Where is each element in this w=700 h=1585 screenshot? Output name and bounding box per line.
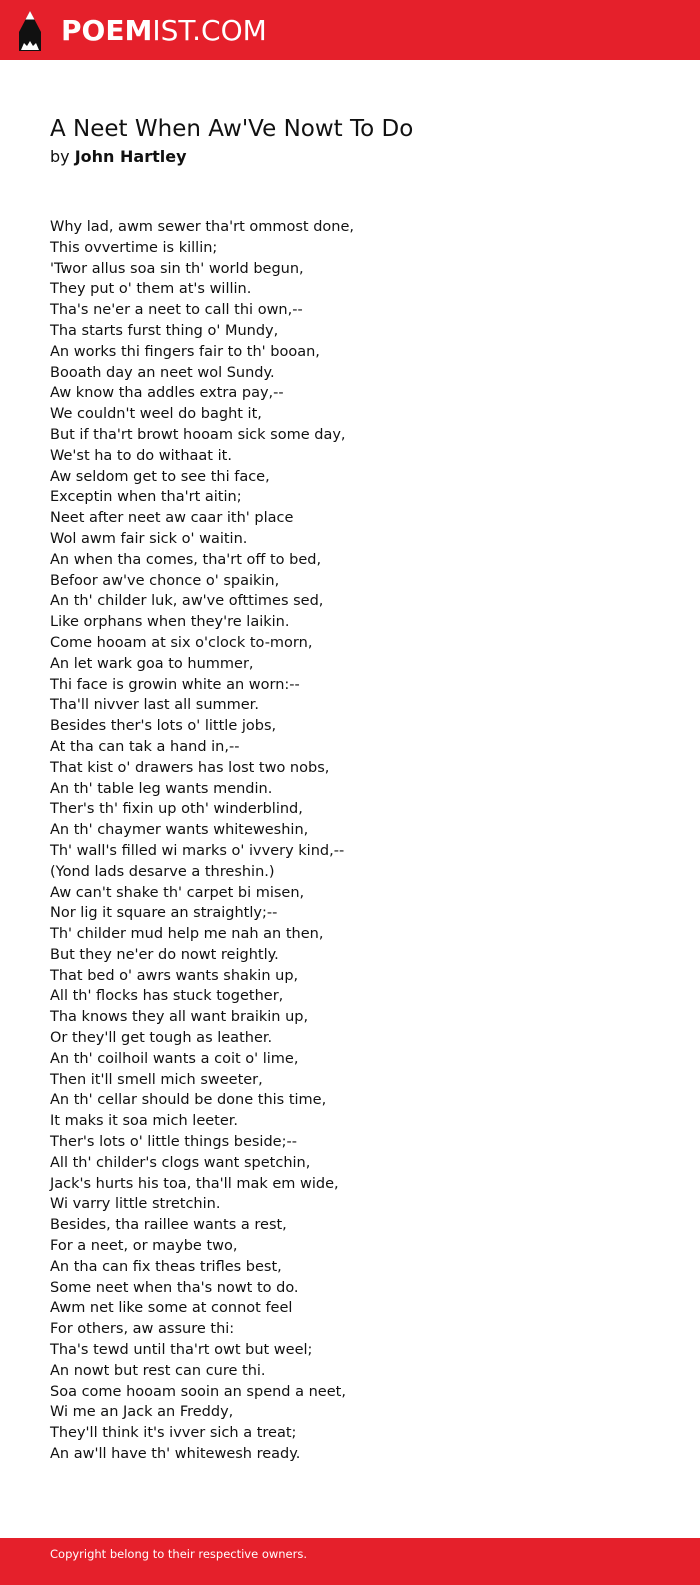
poem-line: Tha starts furst thing o' Mundy, <box>50 322 279 339</box>
site-logo[interactable] <box>18 10 267 52</box>
poem-line: An tha can fix theas trifles best, <box>50 1258 282 1275</box>
poem-line: Ther's lots o' little things beside;-- <box>50 1134 297 1151</box>
poem-line: An nowt but rest can cure thi. <box>50 1362 266 1379</box>
pencil-icon <box>18 10 42 52</box>
by-label: by <box>50 147 70 166</box>
poem-line: Th' childer mud help me nah an then, <box>50 926 324 943</box>
poem-line: 'Twor allus soa sin th' world begun, <box>50 260 304 277</box>
poem-line: That bed o' awrs wants shakin up, <box>50 967 299 984</box>
poem-line: This ovvertime is killin; <box>50 239 218 256</box>
poem-line: Some neet when tha's nowt to do. <box>50 1279 299 1296</box>
poem-line: Wi me an Jack an Freddy, <box>50 1404 234 1421</box>
site-footer <box>0 1538 700 1585</box>
poem-line: Awm net like some at connot feel <box>50 1300 293 1317</box>
poem-line: Come hooam at six o'clock to-morn, <box>50 634 313 651</box>
poem-line: At tha can tak a hand in,-- <box>50 738 240 755</box>
poem-line: But if tha'rt browt hooam sick some day, <box>50 426 346 443</box>
poem-line: Befoor aw've chonce o' spaikin, <box>50 572 280 589</box>
logo-wordmark <box>61 15 267 47</box>
poem-line: Wi varry little stretchin. <box>50 1196 221 1213</box>
poem-line: We couldn't weel do baght it, <box>50 406 262 423</box>
poem-line: (Yond lads desarve a threshin.) <box>50 863 275 880</box>
poem-line: Booath day an neet wol Sundy. <box>50 364 275 381</box>
poem-line: Aw know tha addles extra pay,-- <box>50 385 284 402</box>
poem-line: Nor lig it square an straightly;-- <box>50 905 278 922</box>
poem-line: But they ne'er do nowt reightly. <box>50 946 279 963</box>
poem-line: Aw seldom get to see thi face, <box>50 468 270 485</box>
poem-title: A Neet When Aw'Ve Nowt To Do <box>50 116 414 142</box>
poem-line: It maks it soa mich leeter. <box>50 1113 239 1130</box>
poem-line: Soa come hooam sooin an spend a neet, <box>50 1383 346 1400</box>
poem-line: Jack's hurts his toa, tha'll mak em wide, <box>50 1175 339 1192</box>
poem-line: For others, aw assure thi: <box>50 1321 235 1338</box>
poem-line: Neet after neet aw caar ith' place <box>50 510 294 527</box>
poem-line: An aw'll have th' whitewesh ready. <box>50 1446 301 1463</box>
poem-line: They'll think it's ivver sich a treat; <box>50 1425 297 1442</box>
poem-line: Aw can't shake th' carpet bi misen, <box>50 884 305 901</box>
poem-line: Ther's th' fixin up oth' winderblind, <box>50 801 303 818</box>
poem-line: An works thi fingers fair to th' booan, <box>50 343 320 360</box>
poem-line: Tha's ne'er a neet to call thi own,-- <box>50 302 303 319</box>
logo-wordmark-bold: POEM <box>61 14 153 47</box>
poem-line: Then it'll smell mich sweeter, <box>50 1071 263 1088</box>
poem-line: An th' chaymer wants whiteweshin, <box>50 822 309 839</box>
poem-line: For a neet, or maybe two, <box>50 1238 238 1255</box>
poem-line: An th' childer luk, aw've ofttimes sed, <box>50 593 324 610</box>
poem-line: All th' flocks has stuck together, <box>50 988 284 1005</box>
byline <box>50 147 187 167</box>
poem-line: We'st ha to do withaat it. <box>50 447 232 464</box>
poem-line: Exceptin when tha'rt aitin; <box>50 489 242 506</box>
poem-line: Like orphans when they're laikin. <box>50 614 290 631</box>
poem-line: Tha's tewd until tha'rt owt but weel; <box>50 1342 313 1359</box>
poem-body <box>50 217 670 1465</box>
poem-line: Tha knows they all want braikin up, <box>50 1009 309 1026</box>
poem-line: Besides, tha raillee wants a rest, <box>50 1217 287 1234</box>
poem-line: Tha'll nivver last all summer. <box>50 697 259 714</box>
poem-line: Thi face is growin white an worn:-- <box>50 676 300 693</box>
site-header <box>0 0 700 60</box>
poem-line: An when tha comes, tha'rt off to bed, <box>50 551 322 568</box>
copyright-notice: Copyright belong to their respective owners. <box>50 1547 308 1561</box>
poem-line: Besides ther's lots o' little jobs, <box>50 718 277 735</box>
poem-line: Th' wall's filled wi marks o' ivvery kind,-- <box>50 842 345 859</box>
poem-line: An th' cellar should be done this time, <box>50 1092 327 1109</box>
poem-line: An let wark goa to hummer, <box>50 655 254 672</box>
poem-line: Or they'll get tough as leather. <box>50 1030 273 1047</box>
poem-line: That kist o' drawers has lost two nobs, <box>50 759 330 776</box>
poem-line: An th' table leg wants mendin. <box>50 780 273 797</box>
author-link[interactable]: John Hartley <box>74 147 187 166</box>
poem-line: They put o' them at's willin. <box>50 281 252 298</box>
logo-wordmark-light: IST.COM <box>152 14 267 47</box>
poem-line: All th' childer's clogs want spetchin, <box>50 1154 311 1171</box>
poem-line: Wol awm fair sick o' waitin. <box>50 530 248 547</box>
poem-line: An th' coilhoil wants a coit o' lime, <box>50 1050 299 1067</box>
poem-line: Why lad, awm sewer tha'rt ommost done, <box>50 219 354 235</box>
